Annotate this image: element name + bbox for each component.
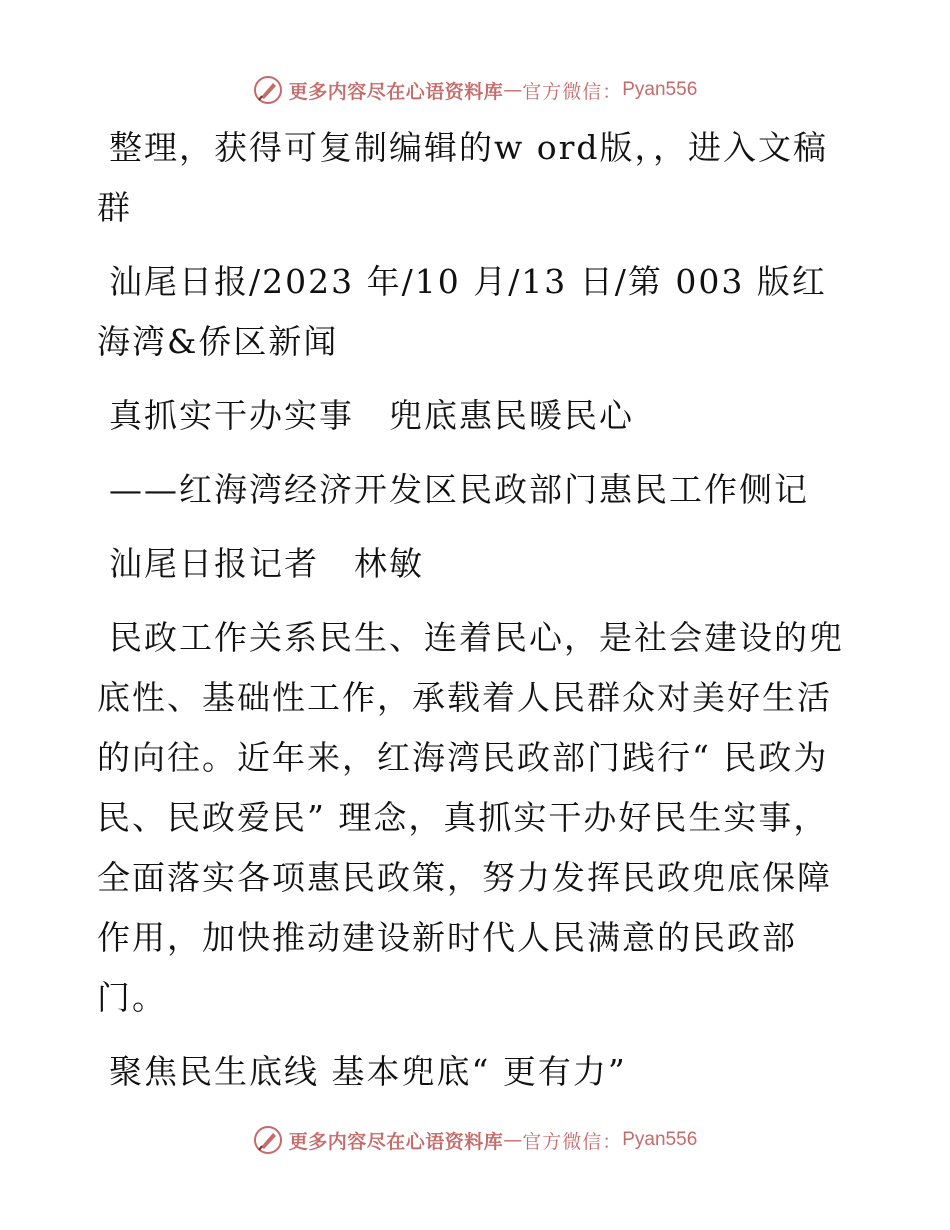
quill-logo-icon	[253, 75, 283, 105]
banner-wechat-id: Pyan556	[622, 1129, 698, 1150]
banner-main-text: 更多内容尽在心语资料库	[288, 80, 504, 103]
byline: 汕尾日报记者 林敏	[109, 544, 424, 583]
banner-dash: —	[503, 1129, 523, 1151]
banner-wechat-id: Pyan556	[622, 79, 698, 100]
article-subtitle: ——红海湾经济开发区民政部门惠民工作侧记	[109, 470, 809, 509]
header-watermark-banner	[0, 70, 950, 110]
body-paragraph: 民政工作关系民生、连着民心，是社会建设的兜底性、基础性工作，承载着人民群众对美好生活的向往。近年来，红海湾民政部门践行“ 民政为民、民政爱民” 理念，真抓实干办好民生实事，全面落实各项惠民政策，努力发挥民政兜底保障作用，加快推动建设新时代人民满意的民政部门。	[97, 618, 844, 1017]
footer-watermark-banner	[0, 1120, 950, 1160]
section-heading: 聚焦民生底线 基本兜底“ 更有力”	[109, 1052, 627, 1091]
article-title: 真抓实干办实事 兜底惠民暖民心	[109, 396, 634, 435]
document-body	[97, 118, 857, 1116]
banner-sub-text: 官方微信：	[522, 1130, 623, 1153]
banner-sub-text: 官方微信：	[522, 80, 623, 103]
quill-logo-icon	[253, 1125, 283, 1155]
intro-paragraph: 整理，获得可复制编辑的w ord版，，进入文稿群	[97, 128, 829, 227]
banner-main-text: 更多内容尽在心语资料库	[288, 1130, 504, 1153]
banner-dash: —	[503, 79, 523, 101]
source-line: 汕尾日报/2023 年/10 月/13 日/第 003 版红海湾&侨区新闻	[97, 262, 827, 361]
